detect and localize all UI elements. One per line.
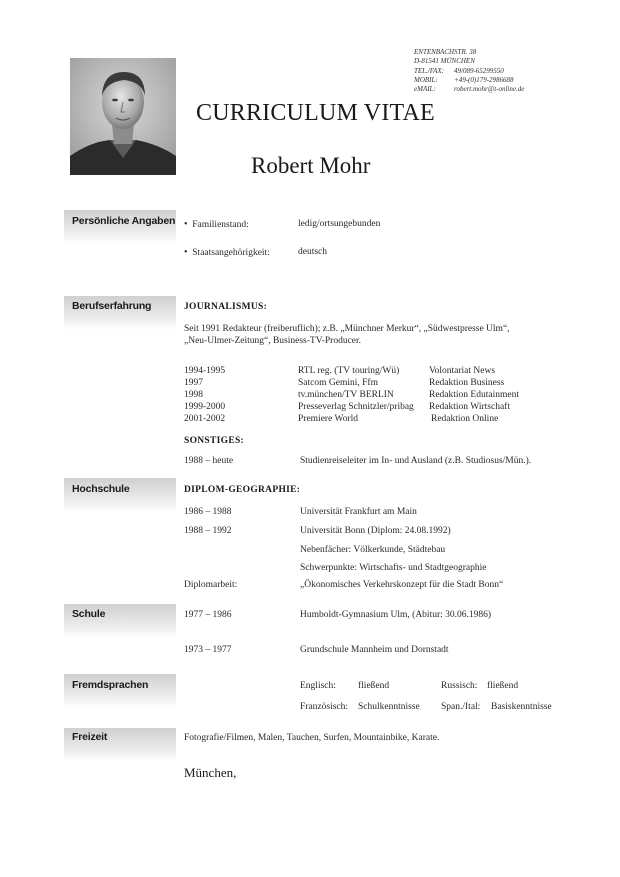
career-org: Premiere World <box>298 414 359 424</box>
career-role: Redaktion Wirtschaft <box>429 402 510 412</box>
person-name: Robert Mohr <box>251 153 371 178</box>
section-band-personal <box>64 210 176 244</box>
section-band-career <box>64 296 176 330</box>
career-role: Redaktion Online <box>431 414 499 424</box>
other-heading: SONSTIGES: <box>184 436 245 446</box>
document-title: CURRICULUM VITAE <box>196 100 435 126</box>
language-english-level: fließend <box>358 681 390 691</box>
career-org: Presseverlag Schnitzler/pribag <box>298 402 414 412</box>
personal-value-nationality: deutsch <box>298 247 328 257</box>
contact-block <box>414 48 524 94</box>
section-band-languages <box>64 674 176 708</box>
other-text: Studienreiseleiter im In- und Ausland (z.B. Studiosus/Mün.). <box>300 456 532 466</box>
language-spanish-level: Basiskenntnisse <box>491 702 552 712</box>
school-name: Humboldt-Gymnasium Ulm, (Abitur: 30.06.1986) <box>300 610 492 620</box>
section-label-languages: Fremdsprachen <box>72 679 149 691</box>
career-org: tv.münchen/TV BERLIN <box>298 390 394 400</box>
language-french-label: Französisch: <box>300 702 349 712</box>
personal-item-nationality: • Staatsangehörigkeit: <box>184 247 270 258</box>
career-role: Redaktion Business <box>429 378 505 388</box>
portrait-illustration <box>70 58 176 175</box>
career-year: 1997 <box>184 378 203 388</box>
university-minor: Nebenfächer: Völkerkunde, Städtebau <box>300 545 446 555</box>
contact-mobile: MOBIL: +49-(0)179-2986688 <box>414 75 514 84</box>
contact-street: ENTENBACHSTR. 38 <box>414 48 477 56</box>
section-label-school: Schule <box>72 608 106 620</box>
language-spanish-label: Span./Ital: <box>441 702 481 712</box>
school-year: 1973 – 1977 <box>184 645 232 655</box>
career-year: 1998 <box>184 390 203 400</box>
section-label-university: Hochschule <box>72 483 130 495</box>
section-label-personal: Persönliche Angaben <box>72 215 176 227</box>
personal-value-marital: ledig/ortsungebunden <box>298 219 381 229</box>
career-year: 1994-1995 <box>184 366 226 376</box>
bullet-icon: • <box>184 247 188 258</box>
contact-email: eMAIL: robert.mohr@t-online.de <box>414 85 525 94</box>
language-russian-label: Russisch: <box>441 681 478 691</box>
section-band-leisure <box>64 728 176 762</box>
contact-city: D-81541 MÜNCHEN <box>414 57 475 66</box>
career-heading: JOURNALISMUS: <box>184 302 268 312</box>
career-intro-line2: „Neu-Ulmer-Zeitung“, Business-TV-Producer. <box>184 336 362 346</box>
bullet-icon: • <box>184 219 188 230</box>
university-focus: Schwerpunkte: Wirtschafts- und Stadtgeographie <box>300 563 487 573</box>
contact-phone: TEL./FAX: 49/089-65299550 <box>414 66 504 75</box>
personal-item-marital: • Familienstand: <box>184 219 249 230</box>
section-band-school <box>64 604 176 638</box>
section-label-career: Berufserfahrung <box>72 300 152 312</box>
leisure-text: Fotografie/Filmen, Malen, Tauchen, Surfen, Mountainbike, Karate. <box>184 733 440 743</box>
language-english-label: Englisch: <box>300 681 336 691</box>
school-name: Grundschule Mannheim und Dornstadt <box>300 645 449 655</box>
language-russian-level: fließend <box>487 681 519 691</box>
career-org: Satcom Gemini, Ffm <box>298 378 378 388</box>
language-french-level: Schulkenntnisse <box>358 702 420 712</box>
other-year: 1988 – heute <box>184 456 234 466</box>
career-intro-line1: Seit 1991 Redakteur (freiberuflich); z.B. „Münchner Merkur“, „Südwestpresse Ulm“, <box>184 324 510 334</box>
university-name: Universität Frankfurt am Main <box>300 507 417 517</box>
signature-place: München, <box>184 765 237 780</box>
career-org: RTL reg. (TV touring/Wü) <box>298 366 400 376</box>
university-heading: DIPLOM-GEOGRAPHIE: <box>184 485 301 495</box>
career-year: 2001-2002 <box>184 414 226 424</box>
career-year: 1999-2000 <box>184 402 226 412</box>
thesis-text: „Ökonomisches Verkehrskonzept für die Stadt Bonn“ <box>300 580 504 590</box>
portrait-photo <box>70 58 176 175</box>
university-name: Universität Bonn (Diplom: 24.08.1992) <box>300 526 451 536</box>
career-role: Redaktion Edutainment <box>429 390 519 400</box>
thesis-label: Diplomarbeit: <box>184 580 238 590</box>
university-year: 1988 – 1992 <box>184 526 232 536</box>
university-year: 1986 – 1988 <box>184 507 232 517</box>
section-band-university <box>64 478 176 512</box>
school-year: 1977 – 1986 <box>184 610 232 620</box>
career-role: Volontariat News <box>429 366 496 376</box>
section-label-leisure: Freizeit <box>72 731 108 743</box>
